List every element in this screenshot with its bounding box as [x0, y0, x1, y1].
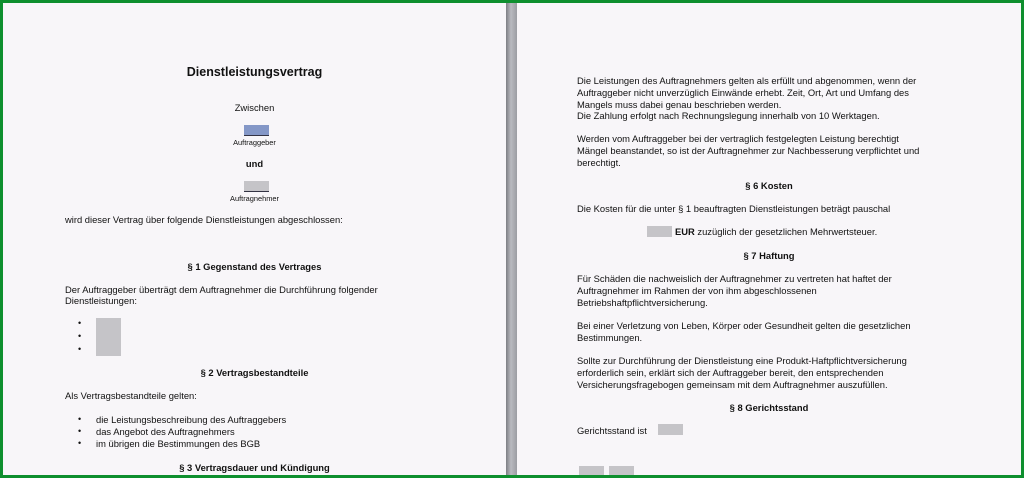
jurisdiction-text: Gerichtsstand ist: [577, 425, 647, 436]
price-input-field[interactable]: [647, 226, 672, 237]
defects-text: Werden vom Auftraggeber bei der vertraglich festgelegten Leistung berechtigt: [577, 133, 899, 144]
acceptance-text: Die Leistungen des Auftragnehmers gelten als erfüllt und abgenommen, wenn der: [577, 75, 917, 86]
defects-text: berechtigt.: [577, 157, 621, 168]
list-bullet: •: [78, 331, 82, 341]
section-3-heading: § 3 Vertragsdauer und Kündigung: [179, 462, 330, 473]
intro-text: wird dieser Vertrag über folgende Dienstleistungen abgeschlossen:: [65, 214, 343, 225]
document-viewer: [3, 3, 1021, 475]
liability-text: Für Schäden die nachweislich der Auftragnehmer zu vertreten hat haftet der: [577, 273, 892, 284]
document-page-right: [517, 3, 1021, 475]
currency-label: EUR: [675, 226, 695, 237]
acceptance-text: Mangels muss dabei genau beschrieben werden.: [577, 99, 782, 110]
between-label: Zwischen: [234, 102, 275, 113]
date-input-field[interactable]: [609, 466, 634, 475]
section-6-heading: § 6 Kosten: [745, 180, 793, 191]
document-title: Dienstleistungsvertrag: [186, 65, 323, 79]
insurance-text: Sollte zur Durchführung der Dienstleistung eine Produkt-Haftpflichtversicherung: [577, 355, 907, 366]
list-bullet: •: [78, 438, 82, 448]
section-1-heading: § 1 Gegenstand des Vertrages: [187, 261, 322, 272]
acceptance-text: Auftraggeber nicht unverzüglich Einwände erhebt. Zeit, Ort, Art und Umfang des: [577, 87, 909, 98]
liability-text: Bei einer Verletzung von Leben, Körper oder Gesundheit gelten die gesetzlichen: [577, 320, 911, 331]
client-label: Auftraggeber: [233, 138, 276, 147]
section-2-intro: Als Vertragsbestandteile gelten:: [65, 390, 197, 401]
jurisdiction-input-field[interactable]: [658, 424, 683, 435]
section-1-text: Dienstleistungen:: [65, 295, 137, 306]
section-8-heading: § 8 Gerichtsstand: [729, 402, 809, 413]
section-2-heading: § 2 Vertragsbestandteile: [200, 367, 309, 378]
contractor-name-field[interactable]: [244, 181, 269, 192]
list-bullet: •: [78, 318, 82, 328]
list-item: die Leistungsbeschreibung des Auftraggebers: [96, 414, 287, 425]
costs-text: Die Kosten für die unter § 1 beauftragten Dienstleistungen beträgt pauschal: [577, 203, 891, 214]
section-7-heading: § 7 Haftung: [743, 250, 795, 261]
list-bullet: •: [78, 344, 82, 354]
liability-text: Bestimmungen.: [577, 332, 643, 343]
page-gutter: [506, 3, 517, 475]
client-name-field[interactable]: [244, 125, 269, 136]
insurance-text: Versicherungsfragebogen gemeinsam mit dem Auftragnehmer auszufüllen.: [577, 379, 888, 390]
liability-text: Betriebshaftpflichtversicherung.: [577, 297, 708, 308]
defects-text: Mängel beanstandet, so ist der Auftragnehmer zur Nachbesserung verpflichtet und: [577, 145, 920, 156]
place-input-field[interactable]: [579, 466, 604, 475]
liability-text: Auftragnehmer im Rahmen der von ihm abgeschlossenen: [577, 285, 817, 296]
list-bullet: •: [78, 426, 82, 436]
list-item: im übrigen die Bestimmungen des BGB: [96, 438, 261, 449]
insurance-text: erforderlich sein, erklärt sich der Auftraggeber bereit, den entsprechenden: [577, 367, 884, 378]
price-currency-line: [675, 226, 877, 238]
vat-text: zuzüglich der gesetzlichen Mehrwertsteuer.: [694, 226, 878, 237]
section-1-text: Der Auftraggeber überträgt dem Auftragnehmer die Durchführung folgender: [65, 284, 378, 295]
list-item: das Angebot des Auftragnehmers: [96, 426, 235, 437]
document-page-left: [3, 3, 506, 475]
and-label: und: [245, 158, 264, 169]
list-bullet: •: [78, 414, 82, 424]
contractor-label: Auftragnehmer: [230, 194, 279, 203]
acceptance-text: Die Zahlung erfolgt nach Rechnungslegung innerhalb von 10 Werktagen.: [577, 110, 880, 121]
services-input-field[interactable]: [96, 318, 121, 356]
